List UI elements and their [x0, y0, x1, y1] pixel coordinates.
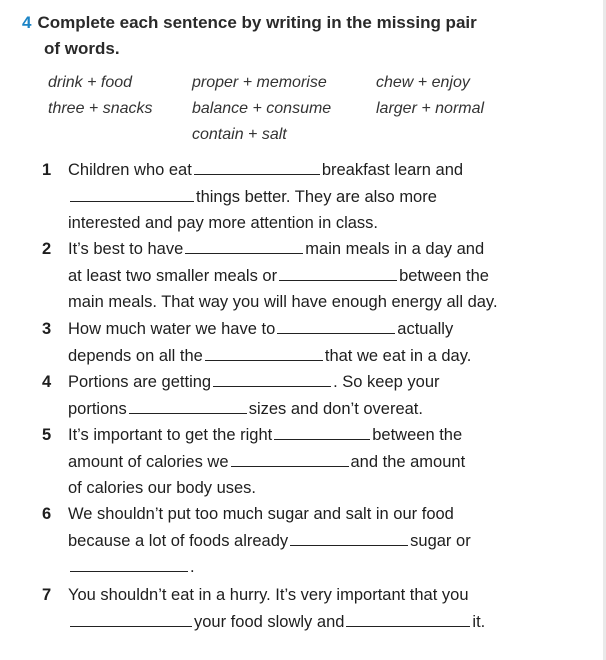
- question-text: How much water we have to: [68, 320, 276, 338]
- question-text: It’s important to get the right: [68, 426, 273, 444]
- exercise-title: [22, 10, 522, 62]
- question-text: that we eat in a day.: [324, 346, 472, 365]
- question-text: it.: [472, 612, 486, 631]
- question-text: Portions are getting: [68, 373, 212, 391]
- answer-blank[interactable]: [70, 185, 194, 202]
- question-text: . So keep your: [333, 373, 440, 391]
- answer-blank[interactable]: [205, 344, 323, 361]
- question-text: main meals. That way you will have enough energy all day.: [68, 293, 498, 311]
- question-text: your food slowly and: [194, 612, 345, 631]
- question-text: between the: [372, 426, 463, 444]
- question-text: interested and pay more attention in class.: [68, 214, 379, 232]
- word-pair: larger + normal: [376, 100, 485, 117]
- answer-blank[interactable]: [274, 423, 370, 440]
- question-5: [42, 422, 466, 502]
- question-text: You shouldn’t eat in a hurry. It’s very important that you: [68, 586, 469, 604]
- answer-blank[interactable]: [346, 610, 470, 627]
- question-6: [42, 501, 471, 581]
- word-pair: balance + consume: [192, 100, 332, 117]
- question-text: and the amount: [350, 452, 466, 471]
- question-text: portions: [68, 399, 127, 418]
- question-text: between the: [399, 266, 489, 285]
- answer-blank[interactable]: [70, 610, 192, 627]
- question-text: Children who eat: [68, 161, 192, 179]
- question-number: 7: [42, 586, 52, 604]
- question-4: [42, 369, 440, 422]
- question-text: main meals in a day and: [305, 240, 485, 258]
- answer-blank[interactable]: [185, 237, 303, 254]
- exercise-title-line2: of words.: [44, 39, 120, 58]
- answer-blank[interactable]: [213, 370, 331, 387]
- question-text: at least two smaller meals or: [68, 266, 278, 285]
- question-text: because a lot of foods already: [68, 531, 289, 550]
- question-text: things better. They are also more: [196, 187, 437, 206]
- question-text: .: [190, 558, 195, 576]
- answer-blank[interactable]: [194, 158, 320, 175]
- answer-blank[interactable]: [290, 529, 408, 546]
- word-pair: chew + enjoy: [376, 74, 470, 91]
- answer-blank[interactable]: [70, 555, 188, 572]
- question-7: [42, 582, 486, 635]
- question-number: 4: [42, 373, 52, 391]
- answer-blank[interactable]: [231, 450, 349, 467]
- question-number: 6: [42, 505, 52, 523]
- question-text: of calories our body uses.: [68, 479, 257, 497]
- exercise-title-line1: Complete each sentence by writing in the missing pair: [37, 13, 477, 32]
- question-2: [42, 236, 498, 316]
- exercise-number: 4: [22, 13, 32, 32]
- question-1: [42, 157, 464, 237]
- question-text: It’s best to have: [68, 240, 184, 258]
- question-text: amount of calories we: [68, 452, 229, 471]
- question-text: depends on all the: [68, 346, 203, 365]
- word-pair: contain + salt: [192, 126, 287, 143]
- question-text: sizes and don’t overeat.: [248, 399, 423, 418]
- answer-blank[interactable]: [129, 397, 247, 414]
- question-text: We shouldn’t put too much sugar and salt in our food: [68, 505, 454, 523]
- word-pair: three + snacks: [48, 100, 153, 117]
- question-text: sugar or: [410, 531, 471, 550]
- question-number: 5: [42, 426, 52, 444]
- word-pair: proper + memorise: [192, 74, 327, 91]
- question-number: 2: [42, 240, 52, 258]
- word-pair: drink + food: [48, 74, 133, 91]
- answer-blank[interactable]: [277, 317, 395, 334]
- question-text: breakfast learn and: [321, 161, 464, 179]
- question-number: 3: [42, 320, 52, 338]
- question-number: 1: [42, 161, 52, 179]
- question-text: actually: [397, 320, 454, 338]
- question-3: [42, 316, 472, 369]
- answer-blank[interactable]: [279, 264, 397, 281]
